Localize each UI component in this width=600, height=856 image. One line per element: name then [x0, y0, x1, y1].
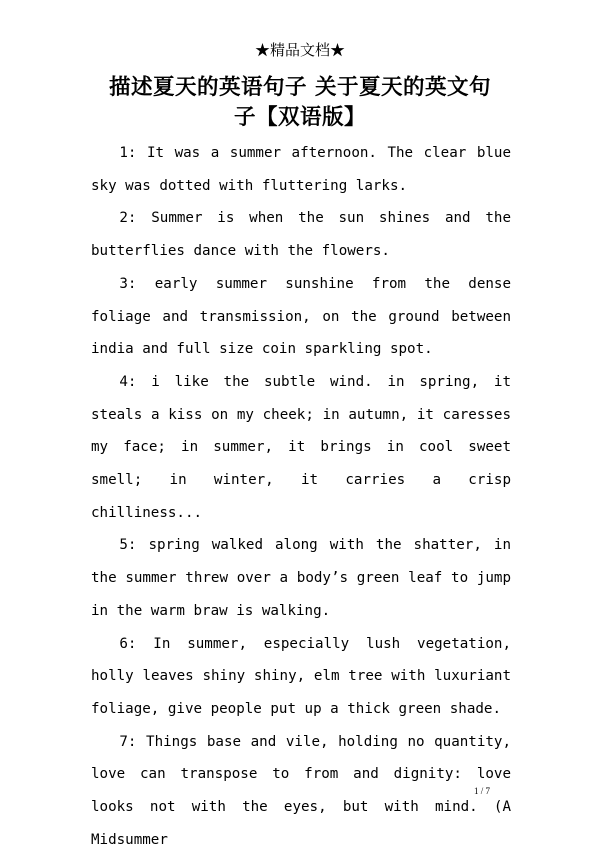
- sentence-paragraph-1: 1: It was a summer afternoon. The clear blue sky was dotted with fluttering larks.: [91, 145, 511, 194]
- page-number: 1 / 7: [474, 786, 491, 796]
- document-header-label: ★精品文档★: [254, 41, 345, 59]
- sentence-paragraph-6: 6: In summer, especially lush vegetation, holly leaves shiny shiny, elm tree with luxuriant foliage, give people put up a thick green shade.: [91, 635, 511, 717]
- sentence-paragraph-3: 3: early summer sunshine from the dense foliage and transmission, on the ground between india and full size coin sparkling spot.: [91, 275, 511, 358]
- document-title: [90, 73, 510, 133]
- document-title-line-2: 子【双语版】: [233, 105, 366, 130]
- sentence-paragraph-2: 2: Summer is when the sun shines and the butterflies dance with the flowers.: [91, 210, 511, 260]
- sentence-paragraph-7: 7: Things base and vile, holding no quantity, love can transpose to from and dignity: love looks not with the eyes, but with mind. (A Midsummer: [91, 733, 511, 848]
- sentence-paragraph-4: 4: i like the subtle wind. in spring, it steals a kiss on my cheek; in autumn, it caresses my face; in summer, it brings in cool sweet smell; in winter, it carries a crisp chilliness...: [91, 373, 511, 521]
- sentence-paragraph-5: 5: spring walked along with the shatter, in the summer threw over a body’s green leaf to jump in the warm braw is walking.: [91, 537, 511, 619]
- document-title-line-1: 描述夏天的英语句子 关于夏天的英文句: [109, 75, 491, 100]
- document-body: [91, 137, 511, 856]
